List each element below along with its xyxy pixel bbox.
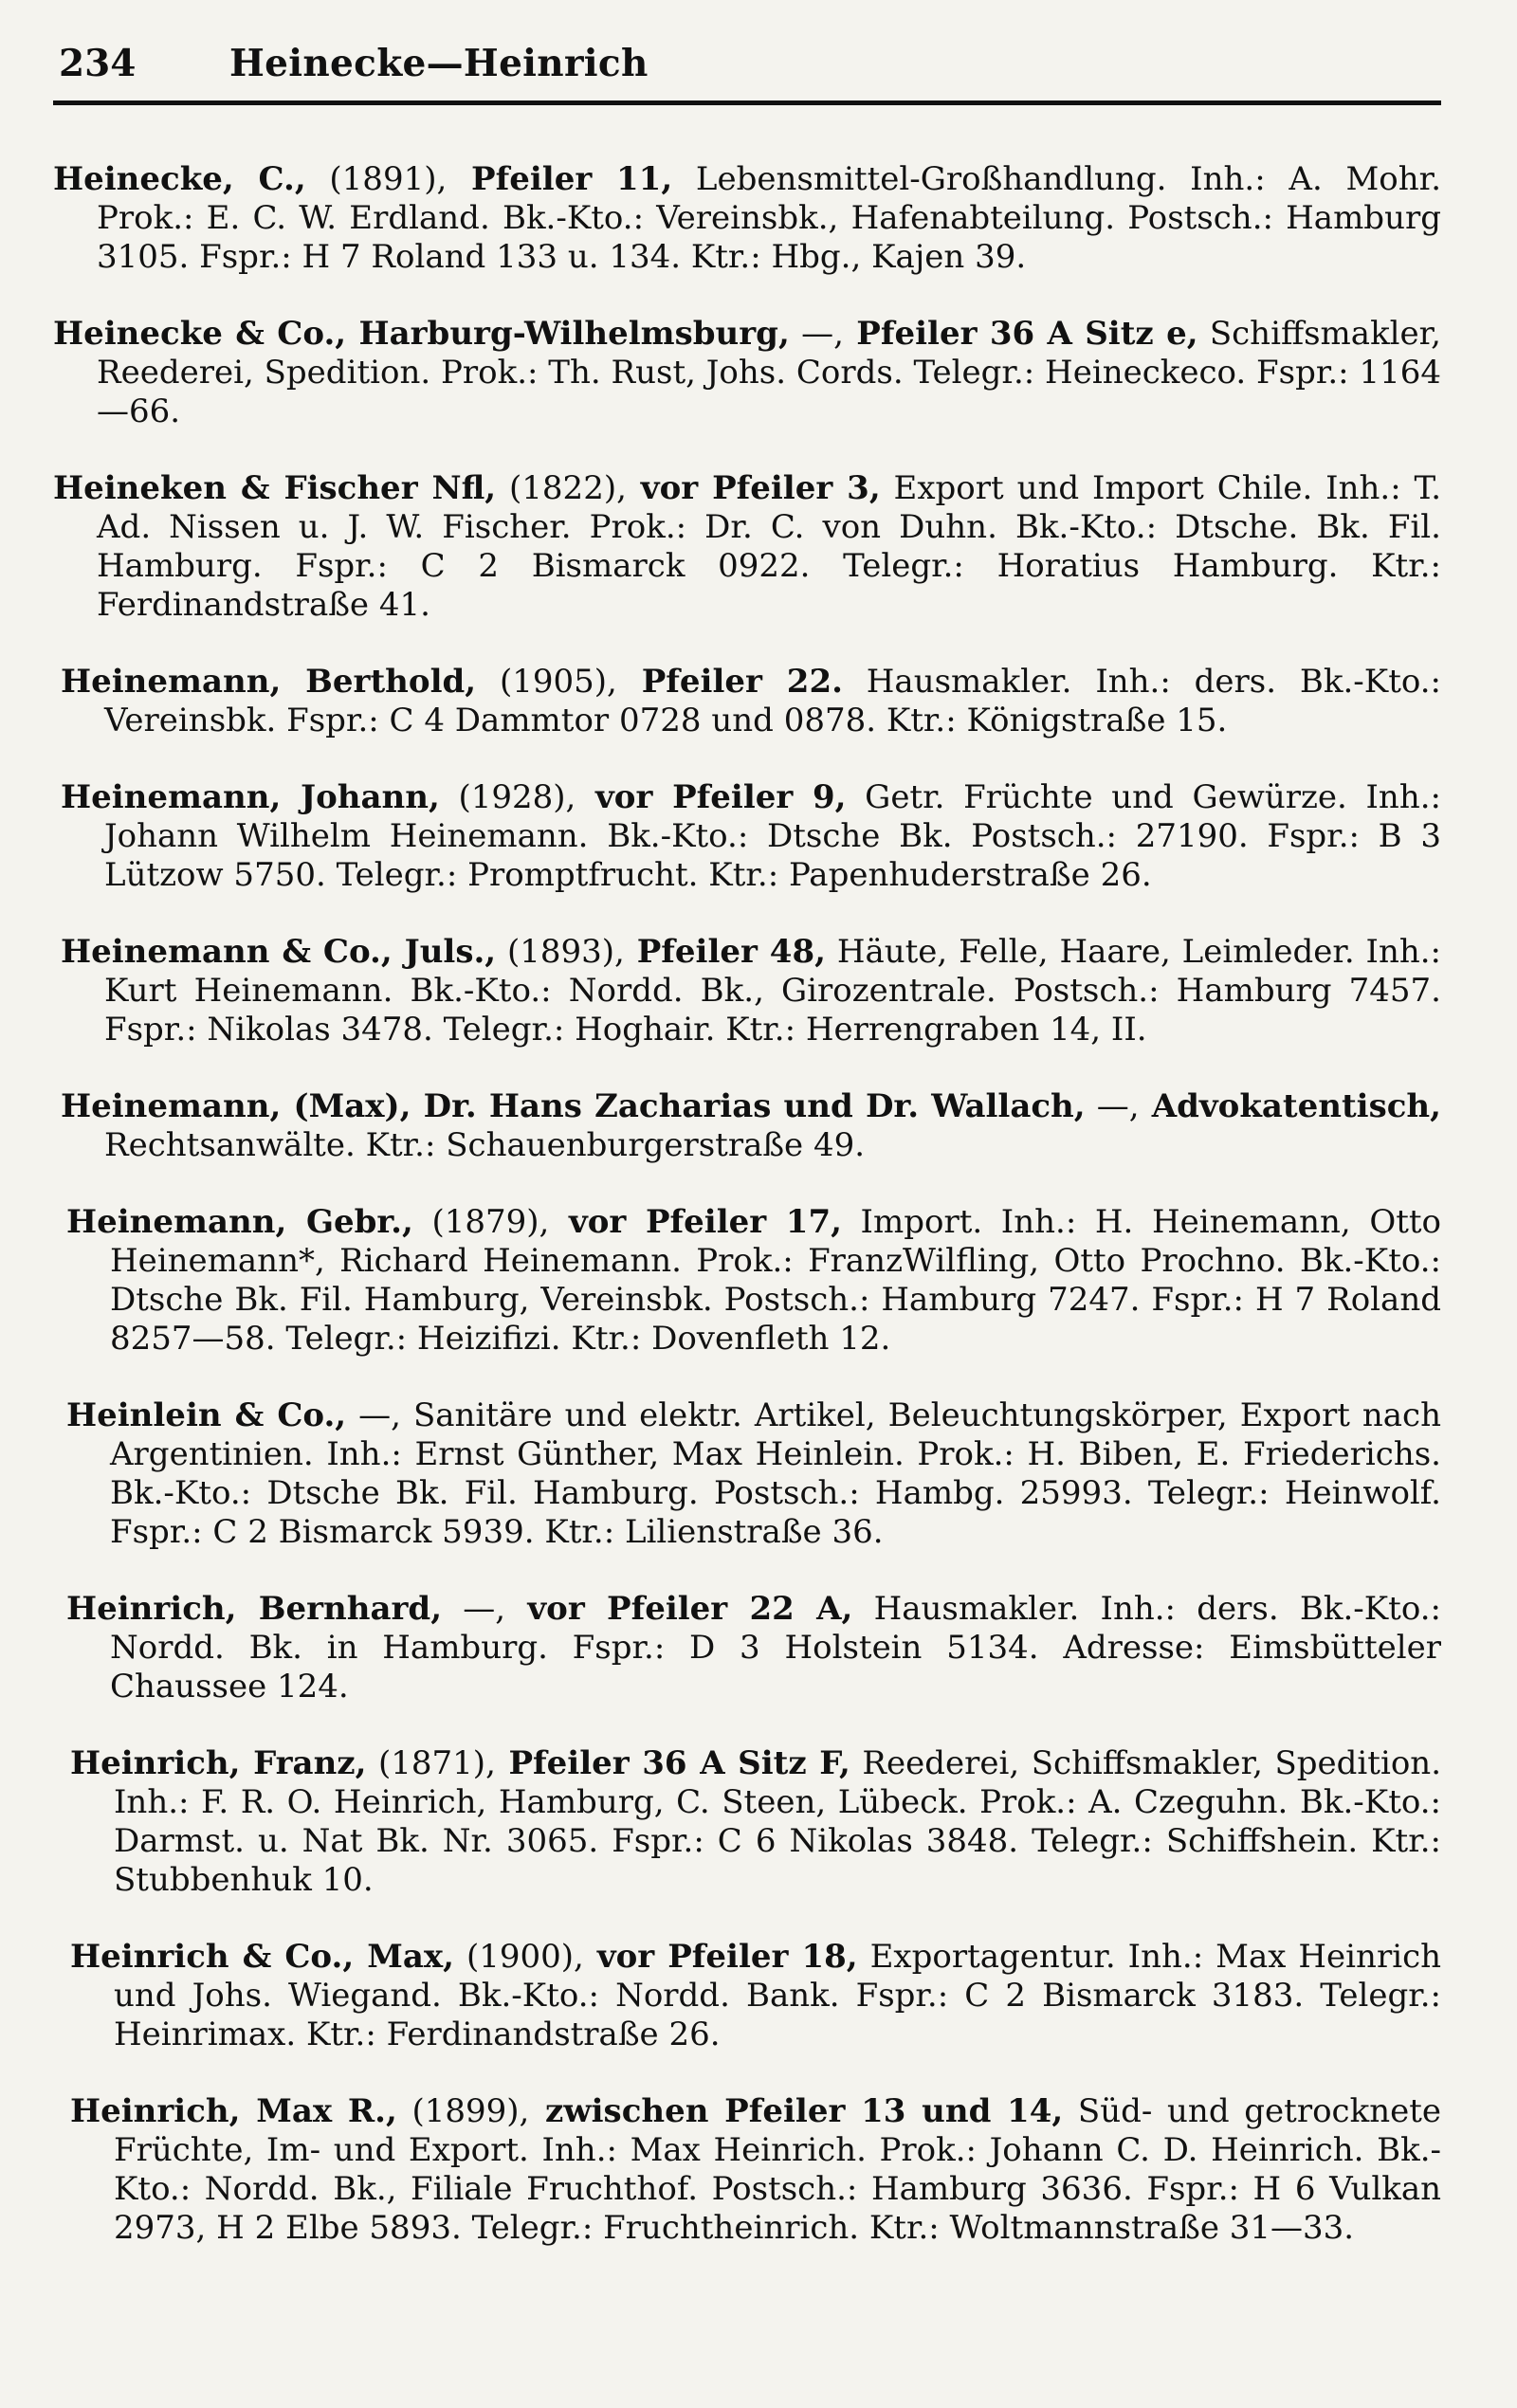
directory-entry — [53, 469, 1441, 625]
entry-name: Heinemann, Johann, — [61, 778, 440, 816]
entry-location: vor Pfeiler 17, — [549, 1203, 842, 1241]
page-number: 234 — [59, 42, 137, 85]
entry-name: Heinemann, Berthold, — [61, 663, 477, 701]
entry-year: (1905), — [476, 663, 617, 701]
entry-location: zwischen Pfeiler 13 und 14, — [529, 2092, 1064, 2130]
entry-location: Pfeiler 36 A Sitz e, — [843, 315, 1198, 353]
entry-year: (1891), — [305, 160, 448, 198]
entry-location: vor Pfeiler 18, — [583, 1938, 858, 1976]
entry-details: Export und Import Chile. Inh.: T. Ad. Nissen u. J. W. Fischer. Prok.: Dr. C. von Duhn. Bk.-Kto.: Dtsche. Bk. Fil. Hamburg. Fspr.: C 2 Bismarck 0922. Telegr.: Horatius Hamburg. Ktr.: Ferdinandstraße 41. — [97, 469, 1442, 624]
entry-details: Sanitäre und elektr. Artikel, Beleuchtungskörper, Export nach Argentinien. Inh.: Ernst Günther, Max Heinlein. Prok.: H. Biben, E. Friederichs. Bk.-Kto.: Dtsche Bk. Fil. Hamburg. Postsch.: Hambg. 25993. Telegr.: Heinwolf. Fspr.: C 2 Bismarck 5939. Ktr.: Lilienstraße 36. — [110, 1396, 1441, 1551]
entry-location: Pfeiler 22. — [616, 663, 843, 701]
entry-details: Häute, Felle, Haare, Leimleder. Inh.: Kurt Heinemann. Bk.-Kto.: Nordd. Bk., Girozentrale. Postsch.: Hamburg 7457. Fspr.: Nikolas 3478. Telegr.: Hoghair. Ktr.: Herrengraben 14, II. — [104, 933, 1442, 1049]
entry-year: —, — [789, 315, 844, 353]
entry-year: —, — [1085, 1087, 1140, 1125]
entry-location: Pfeiler 11, — [447, 160, 673, 198]
entry-details: Schiffsmakler, Reederei, Spedition. Prok.: Th. Rust, Johs. Cords. Telegr.: Heineckeco. Fspr.: 1164—66. — [97, 315, 1441, 430]
entry-year: (1822), — [496, 469, 627, 507]
entry-location: Pfeiler 48, — [624, 933, 826, 971]
entry-details: Reederei, Schiffsmakler, Spedition. Inh.: F. R. O. Heinrich, Hamburg, C. Steen, Lübeck. Prok.: A. Czeguhn. Bk.-Kto.: Darmst. u. Nat Bk. Nr. 3065. Fspr.: C 6 Nikolas 3848. Telegr.: Schiffshein. Ktr.: Stubbenhuk 10. — [114, 1744, 1441, 1899]
directory-entry — [63, 1938, 1441, 2054]
directory-entry — [53, 933, 1441, 1049]
directory-entry — [59, 1396, 1441, 1552]
running-head: Heinecke—Heinrich — [229, 42, 649, 85]
header-rule — [53, 100, 1441, 105]
entry-location: Pfeiler 36 A Sitz F, — [495, 1744, 850, 1782]
directory-entry — [53, 1087, 1441, 1165]
directory-entry — [59, 1590, 1441, 1706]
entry-details: Rechtsanwälte. Ktr.: Schauenburgerstraße 49. — [104, 1126, 866, 1164]
entry-year: (1928), — [439, 778, 576, 816]
entry-details: Import. Inh.: H. Heinemann, Otto Heinemann*, Richard Heinemann. Prok.: FranzWilfling, Otto Prochno. Bk.-Kto.: Dtsche Bk. Fil. Hamburg, Vereinsbk. Postsch.: Hamburg 7247. Fspr.: H 7 Roland 8257—58. Telegr.: Heizifizi. Ktr.: Dovenfleth 12. — [110, 1203, 1442, 1358]
entry-year: —, — [442, 1590, 506, 1628]
entry-location: vor Pfeiler 3, — [626, 469, 881, 507]
entry-name: Heinrich, Bernhard, — [66, 1590, 443, 1628]
entry-name: Heinemann, (Max), Dr. Hans Zacharias und Dr. Wallach, — [61, 1087, 1086, 1125]
entry-location: Advokatentisch, — [1139, 1087, 1441, 1125]
entry-year: (1900), — [453, 1938, 584, 1976]
entry-year: (1879), — [412, 1203, 550, 1241]
entry-name: Heinemann & Co., Juls., — [61, 933, 497, 971]
entry-name: Heinemann, Gebr., — [66, 1203, 413, 1241]
entry-location: vor Pfeiler 22 A, — [505, 1590, 853, 1628]
entry-details: Hausmakler. Inh.: ders. Bk.-Kto.: Vereinsbk. Fspr.: C 4 Dammtor 0728 und 0878. Ktr.: Königstraße 15. — [104, 663, 1441, 739]
directory-entry — [63, 2092, 1441, 2248]
entry-details: Süd- und getrocknete Früchte, Im- und Export. Inh.: Max Heinrich. Prok.: Johann C. D. Heinrich. Bk.-Kto.: Nordd. Bk., Filiale Fruchthof. Postsch.: Hamburg 3636. Fspr.: H 6 Vulkan 2973, H 2 Elbe 5893. Telegr.: Fruchtheinrich. Ktr.: Woltmannstraße 31—33. — [114, 2092, 1441, 2247]
entry-name: Heinecke, C., — [53, 160, 306, 198]
entry-details: Hausmakler. Inh.: ders. Bk.-Kto.: Nordd. Bk. in Hamburg. Fspr.: D 3 Holstein 5134. Adresse: Eimsbütteler Chaussee 124. — [110, 1590, 1441, 1706]
entry-list — [53, 160, 1441, 2248]
page-header — [53, 42, 1441, 91]
entry-details: Exportagentur. Inh.: Max Heinrich und Johs. Wiegand. Bk.-Kto.: Nordd. Bank. Fspr.: C 2 Bismarck 3183. Telegr.: Heinrimax. Ktr.: Ferdinandstraße 26. — [114, 1938, 1442, 2053]
directory-entry — [53, 663, 1441, 740]
directory-entry — [53, 778, 1441, 895]
entry-year: —, — [346, 1396, 401, 1434]
entry-year: (1893), — [496, 933, 625, 971]
entry-name: Heinrich & Co., Max, — [70, 1938, 454, 1976]
entry-location: vor Pfeiler 9, — [576, 778, 847, 816]
entry-name: Heinrich, Franz, — [70, 1744, 367, 1782]
entry-name: Heinrich, Max R., — [70, 2092, 397, 2130]
directory-entry — [53, 160, 1441, 277]
directory-entry — [63, 1744, 1441, 1900]
entry-name: Heinecke & Co., Harburg-Wilhelmsburg, — [53, 315, 790, 353]
entry-year: (1899), — [396, 2092, 530, 2130]
directory-entry — [53, 315, 1441, 431]
entry-details: Getr. Früchte und Gewürze. Inh.: Johann Wilhelm Heinemann. Bk.-Kto.: Dtsche Bk. Postsch.: 27190. Fspr.: B 3 Lützow 5750. Telegr.: Promptfrucht. Ktr.: Papenhuderstraße 26. — [104, 778, 1441, 894]
entry-name: Heinlein & Co., — [66, 1396, 347, 1434]
directory-entry — [59, 1203, 1441, 1359]
entry-details: Lebensmittel-Großhandlung. Inh.: A. Mohr. Prok.: E. C. W. Erdland. Bk.-Kto.: Vereinsbk., Hafenabteilung. Postsch.: Hamburg 3105. Fspr.: H 7 Roland 133 u. 134. Ktr.: Hbg., Kajen 39. — [97, 160, 1442, 276]
entry-name: Heineken & Fischer Nfl, — [53, 469, 497, 507]
entry-year: (1871), — [366, 1744, 496, 1782]
